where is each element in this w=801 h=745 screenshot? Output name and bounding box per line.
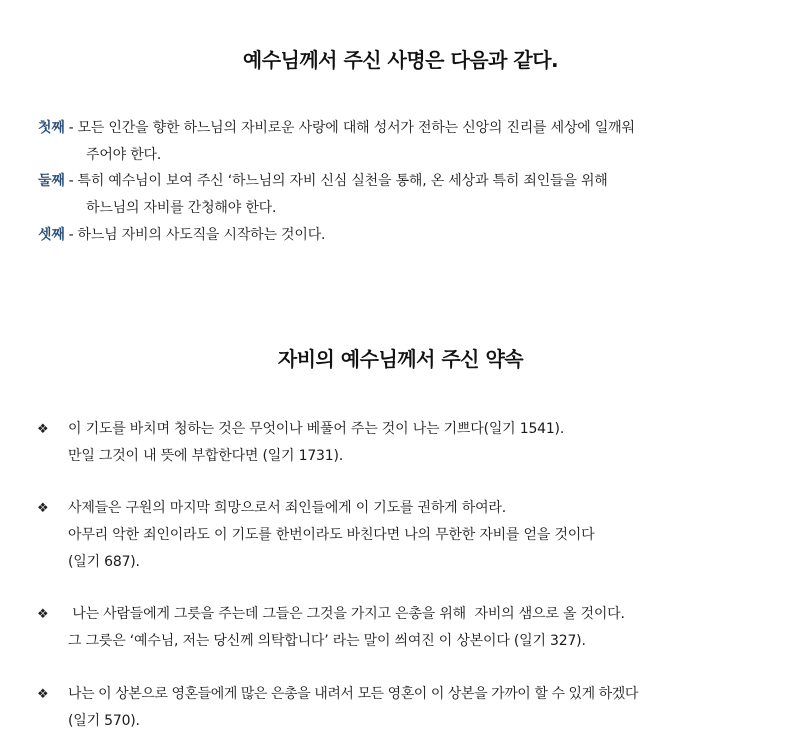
- promise-line: (일기 687).: [68, 554, 140, 570]
- promise-line: 나는 사람들에게 그릇을 주는데 그들은 그것을 가지고 은총을 위해 자비의 샘으로 올 것이다.: [68, 606, 625, 622]
- mission-item-first: [38, 119, 635, 137]
- mission-text: 하느님 자비의 사도직을 시작하는 것이다.: [77, 227, 326, 243]
- mission-ordinal: 첫째: [38, 120, 65, 136]
- mission-heading: 예수님께서 주신 사명은 다음과 같다.: [242, 48, 559, 72]
- diamond-bullet-icon: ❖: [37, 607, 49, 622]
- mission-ordinal: 셋째: [38, 227, 65, 243]
- promise-heading: 자비의 예수님께서 주신 약속: [277, 347, 524, 371]
- diamond-bullet-icon: ❖: [37, 687, 49, 702]
- promise-line: 사제들은 구원의 마지막 희망으로서 죄인들에게 이 기도를 권하게 하여라.: [68, 500, 506, 516]
- mission-dash: -: [68, 227, 74, 243]
- diamond-bullet-icon: ❖: [37, 501, 49, 516]
- mission-item-third: [38, 226, 325, 244]
- mission-dash: -: [68, 120, 74, 136]
- mission-dash: -: [68, 173, 74, 189]
- mission-item-second: [38, 172, 608, 190]
- promise-line: (일기 570).: [68, 713, 140, 729]
- mission-text-continued: 하느님의 자비를 간청해야 한다.: [86, 200, 277, 216]
- diamond-bullet-icon: ❖: [37, 422, 49, 437]
- mission-text: 특히 예수님이 보여 주신 ‘하느님의 자비 신심 실천을 통해, 온 세상과 특히 죄인들을 위해: [77, 173, 608, 189]
- promise-line: 아무리 악한 죄인이라도 이 기도를 한번이라도 바친다면 나의 무한한 자비를 얻을 것이다: [68, 527, 595, 543]
- mission-text: 모든 인간을 향한 하느님의 자비로운 사랑에 대해 성서가 전하는 신앙의 진리를 세상에 일깨워: [77, 120, 635, 136]
- promise-line: 나는 이 상본으로 영혼들에게 많은 은총을 내려서 모든 영혼이 이 상본을 가까이 할 수 있게 하겠다: [68, 686, 638, 702]
- promise-line: 이 기도를 바치며 청하는 것은 무엇이나 베풀어 주는 것이 나는 기쁘다(일기 1541).: [68, 421, 565, 437]
- promise-line: 만일 그것이 내 뜻에 부합한다면 (일기 1731).: [68, 448, 343, 464]
- mission-text-continued: 주어야 한다.: [86, 147, 162, 163]
- mission-ordinal: 둘째: [38, 173, 65, 189]
- promise-line: 그 그릇은 ‘예수님, 저는 당신께 의탁합니다’ 라는 말이 씌여진 이 상본이다 (일기 327).: [68, 633, 586, 649]
